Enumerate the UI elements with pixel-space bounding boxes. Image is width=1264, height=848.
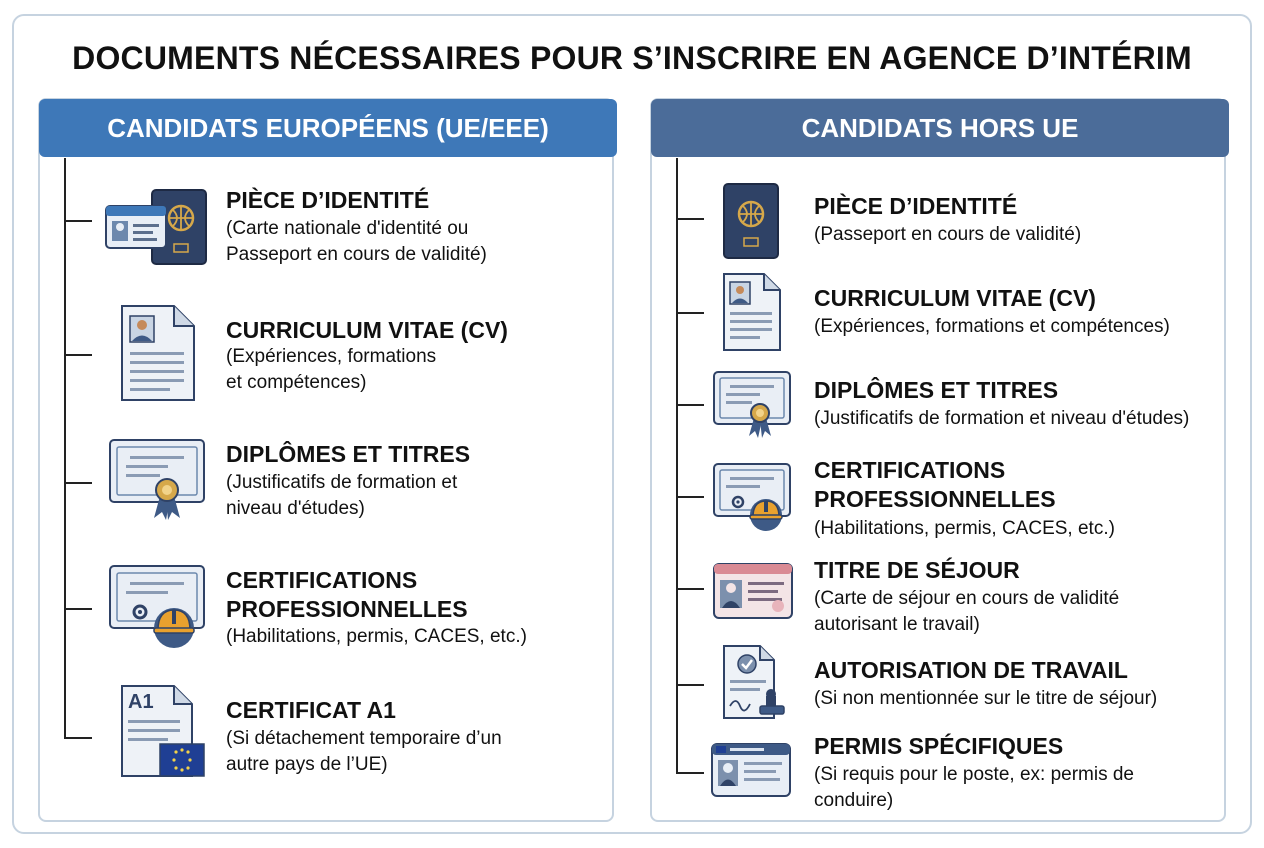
item-desc-line1: (Expériences, formations	[226, 346, 437, 367]
item-title-certifications-line2: PROFESSIONNELLES	[226, 596, 468, 622]
item-title-diplomas: DIPLÔMES ET TITRES	[814, 377, 1059, 403]
branch-line	[676, 588, 704, 590]
item-desc-line1: (Si non mentionnée sur le titre de séjour)	[814, 688, 1158, 709]
branch-line	[64, 608, 92, 610]
item-title-certifications-line2: PROFESSIONNELLES	[814, 486, 1056, 512]
diploma-certificate-icon	[712, 370, 792, 440]
specific-license-icon	[710, 742, 792, 798]
item-desc-line1: (Habilitations, permis, CACES, etc.)	[814, 518, 1115, 539]
branch-line	[64, 220, 92, 222]
item-desc-line2: autre pays de l’UE)	[226, 754, 388, 775]
item-desc-line1: (Expériences, formations et compétences)	[814, 316, 1170, 337]
item-title-identity: PIÈCE D’IDENTITÉ	[226, 187, 430, 213]
professional-certificate-icon	[712, 462, 792, 534]
a1-certificate-icon	[120, 684, 208, 778]
item-desc-line1: (Justificatifs de formation et niveau d'études)	[814, 408, 1190, 429]
item-desc-line2: conduire)	[814, 790, 894, 811]
work-authorization-icon	[722, 644, 790, 722]
branch-line	[676, 312, 704, 314]
branch-line	[676, 496, 704, 498]
item-desc-line1: (Si détachement temporaire d’un	[226, 728, 502, 749]
branch-line	[676, 404, 704, 406]
item-title-residence-permit: TITRE DE SÉJOUR	[814, 557, 1020, 583]
tree-trunk-line	[64, 158, 66, 738]
branch-line	[676, 684, 704, 686]
column-non-eu-candidates	[650, 98, 1226, 822]
item-title-identity: PIÈCE D’IDENTITÉ	[814, 193, 1018, 219]
branch-line	[64, 354, 92, 356]
item-title-specific-licenses: PERMIS SPÉCIFIQUES	[814, 733, 1064, 759]
branch-line	[64, 482, 92, 484]
item-desc-line2: et compétences)	[226, 372, 367, 393]
cv-document-icon	[722, 272, 782, 352]
page-title: DOCUMENTS NÉCESSAIRES POUR S’INSCRIRE EN AGENCE D’INTÉRIM	[72, 40, 1192, 76]
cv-document-icon	[120, 304, 196, 402]
tree-trunk-line	[676, 158, 678, 774]
id-card-passport-icon	[104, 188, 212, 268]
item-title-a1: CERTIFICAT A1	[226, 697, 396, 723]
item-desc-line1: (Habilitations, permis, CACES, etc.)	[226, 626, 527, 647]
item-title-certifications-line1: CERTIFICATIONS	[814, 457, 1006, 483]
item-title-certifications-line1: CERTIFICATIONS	[226, 567, 418, 593]
diploma-certificate-icon	[108, 438, 206, 522]
branch-line	[64, 737, 92, 739]
item-desc-line2: autorisant le travail)	[814, 614, 980, 635]
item-desc-line2: niveau d'études)	[226, 498, 365, 519]
item-desc-line1: (Passeport en cours de validité)	[814, 224, 1082, 245]
passport-icon	[722, 182, 780, 260]
item-title-cv: CURRICULUM VITAE (CV)	[226, 317, 508, 343]
item-desc-line1: (Justificatifs de formation et	[226, 472, 458, 493]
item-title-cv: CURRICULUM VITAE (CV)	[814, 285, 1096, 311]
item-desc-line2: Passeport en cours de validité)	[226, 244, 487, 265]
item-title-diplomas: DIPLÔMES ET TITRES	[226, 441, 471, 467]
column-header-non-eu: CANDIDATS HORS UE	[651, 99, 1229, 157]
item-title-work-authorization: AUTORISATION DE TRAVAIL	[814, 657, 1128, 683]
professional-certificate-icon	[108, 564, 206, 652]
item-desc-line1: (Carte nationale d'identité ou	[226, 218, 469, 239]
column-eu-candidates	[38, 98, 614, 822]
item-desc-line1: (Carte de séjour en cours de validité	[814, 588, 1120, 609]
residence-permit-icon	[712, 562, 794, 620]
a1-label: A1	[128, 691, 154, 713]
column-header-eu: CANDIDATS EUROPÉENS (UE/EEE)	[39, 99, 617, 157]
branch-line	[676, 218, 704, 220]
branch-line	[676, 772, 704, 774]
item-desc-line1: (Si requis pour le poste, ex: permis de	[814, 764, 1134, 785]
